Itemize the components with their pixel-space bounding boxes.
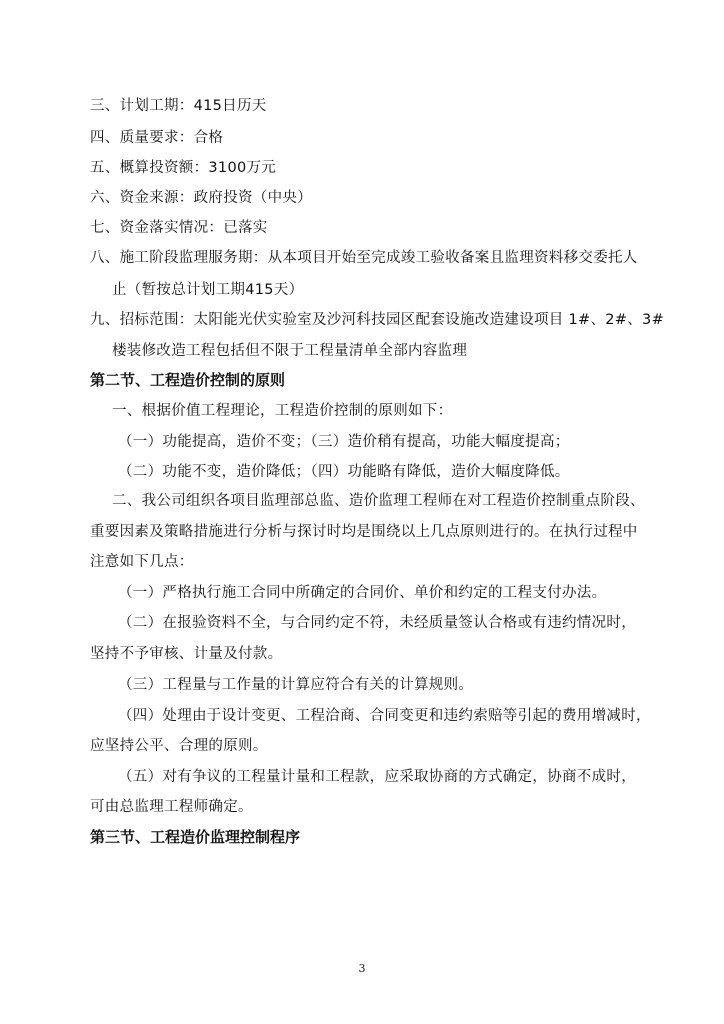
section3-heading: 第三节、工程造价监理控制程序: [90, 828, 301, 846]
item-funding-status: 七、资金落实情况：已落实: [90, 220, 268, 236]
section2-para2-line3: 注意如下几点：: [90, 554, 194, 570]
point-4-line2: 应坚持公平、合理的原则。: [90, 738, 268, 754]
section2-para1: 一、根据价值工程理论，工程造价控制的原则如下：: [112, 403, 453, 419]
item-bid-scope: 九、招标范围：太阳能光伏实验室及沙河科技园区配套设施改造建设项目 1#、2#、3#: [90, 312, 665, 328]
item-service-period: 八、施工阶段监理服务期：从本项目开始至完成竣工验收备案且监理资料移交委托人: [90, 250, 638, 266]
point-5-line2: 可由总监理工程师确定。: [90, 799, 253, 815]
principle-b: （二）功能不变，造价降低；（四）功能略有降低，造价大幅度降低。: [118, 464, 570, 480]
principle-a: （一）功能提高，造价不变；（三）造价稍有提高，功能大幅度提高；: [118, 434, 570, 450]
point-2-line2: 坚持不予审核、计量及付款。: [90, 646, 283, 662]
section2-heading: 第二节、工程造价控制的原则: [90, 371, 286, 389]
item-quality: 四、质量要求：合格: [90, 130, 224, 146]
page-number: 3: [358, 962, 366, 975]
point-4-line1: （四）处理由于设计变更、工程洽商、合同变更和违约索赔等引起的费用增减时，: [118, 708, 651, 724]
point-2-line1: （二）在报验资料不全，与合同约定不符，未经质量签认合格或有违约情况时，: [118, 615, 636, 631]
section2-para2-line1: 二、我公司组织各项目监理部总监、造价监理工程师在对工程造价控制重点阶段、: [112, 493, 645, 509]
item-schedule: 三、计划工期：415日历天: [90, 98, 267, 114]
item-funding-source: 六、资金来源：政府投资（中央）: [90, 190, 312, 206]
item-budget: 五、概算投资额：3100万元: [90, 160, 277, 176]
point-1: （一）严格执行施工合同中所确定的合同价、单价和约定的工程支付办法。: [118, 585, 607, 601]
item-bid-scope-cont: 楼装修改造工程包括但不限于工程量清单全部内容监理: [112, 343, 468, 359]
point-5-line1: （五）对有争议的工程量计量和工程款，应采取协商的方式确定，协商不成时，: [118, 769, 636, 785]
point-3: （三）工程量与工作量的计算应符合有关的计算规则。: [118, 677, 474, 693]
section2-para2-line2: 重要因素及策略措施进行分析与探讨时均是围绕以上几点原则进行的。在执行过程中: [90, 524, 638, 540]
item-service-period-cont: 止（暂按总计划工期415天）: [112, 282, 304, 298]
